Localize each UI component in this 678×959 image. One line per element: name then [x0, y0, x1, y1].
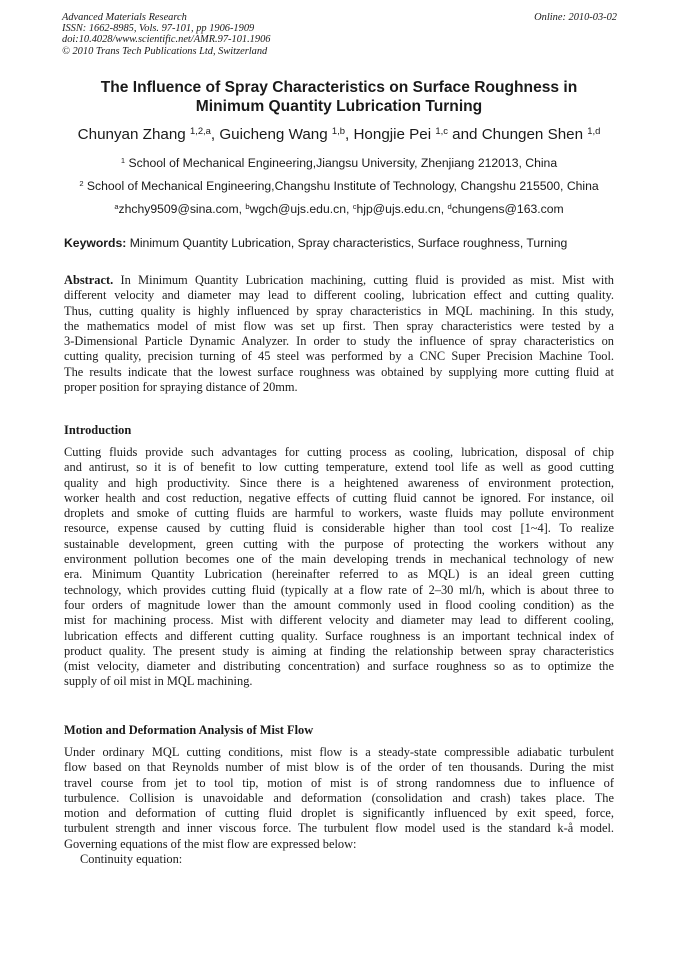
section-heading-motion: Motion and Deformation Analysis of Mist Flow	[64, 723, 314, 737]
introduction-body	[64, 445, 614, 690]
affiliation-mark: 1	[120, 155, 126, 165]
body-line: worker health and cost reduction, negative effects of cutting fluid cannot be ignored. For instance, oil	[64, 490, 614, 505]
body-line: Under ordinary MQL cutting conditions, mist flow is a steady-state compressible adiabatic turbulent	[64, 745, 614, 759]
email-mark: b	[245, 201, 250, 211]
body-line: four orders of magnitude lower than the amount commonly used in flood cooling condition) as the	[64, 597, 614, 612]
keywords-label: Keywords:	[64, 236, 127, 250]
author-separator: and	[447, 126, 482, 143]
section-heading-introduction: Introduction	[64, 423, 132, 437]
email-list	[0, 202, 678, 216]
paper-title	[40, 78, 638, 116]
author-separator: ,	[210, 126, 220, 143]
email-address[interactable]: zhchy9509@sina.com,	[118, 202, 246, 216]
abstract-line: The results indicate that the lowest surface roughness was obtained by supplying more cutting fluid at	[64, 364, 614, 379]
affiliation-text: School of Mechanical Engineering,Jiangsu University, Zhenjiang 212013, China	[125, 156, 558, 170]
author-affiliation-mark: 1,c	[435, 124, 448, 136]
body-line: Governing equations of the mist flow are expressed below:	[64, 836, 357, 851]
body-line: quality and high productivity. Since there is a heightened awareness of environment protection,	[64, 475, 614, 490]
body-line: turbulence. Collision is unavoidable and deformation (consolidation and crash) takes place. The	[64, 790, 614, 805]
body-line: era. Minimum Quantity Lubrication (hereinafter referred to as MQL) is an ideal green cutting	[64, 567, 614, 582]
keywords	[64, 236, 624, 250]
abstract-line: 3-Dimensional Particle Dynamic Analyzer. In order to study the influence of spray characteristics on	[64, 334, 614, 349]
body-line: motion and deformation of cutting fluid droplet is significantly influenced by exit speed, force,	[64, 806, 614, 821]
email-mark: a	[114, 201, 119, 211]
abstract-line: proper position for spraying distance of 20mm.	[64, 380, 298, 395]
body-line: flow based on that Reynolds number of mist blow is of the order of ten thousands. During the mist	[64, 760, 614, 775]
abstract-line: different velocity and diameter may lead to different cooling, lubrication effect and cutting quality.	[64, 288, 614, 303]
journal-copyright: © 2010 Trans Tech Publications Ltd, Switzerland	[62, 45, 268, 57]
affiliation-text: School of Mechanical Engineering,Changshu Institute of Technology, Changshu 215500, China	[83, 179, 599, 193]
abstract-label: Abstract.	[64, 273, 114, 287]
author-name: Chunyan Zhang	[77, 126, 190, 143]
motion-body	[64, 745, 614, 867]
body-line: (mist velocity, diameter and distributing concentration) and surface roughness so as to optimize the	[64, 659, 614, 674]
author-name: Guicheng Wang	[219, 126, 332, 143]
author-separator: ,	[345, 126, 354, 143]
affiliation	[0, 179, 678, 193]
body-line: technology, which provides cutting fluid (typically at a flow rate of 2–30 ml/h, which is about three to	[64, 582, 614, 597]
email-address[interactable]: chungens@163.com	[451, 202, 564, 216]
journal-doi: doi:10.4028/www.scientific.net/AMR.97-101.1906	[62, 34, 271, 46]
abstract	[64, 273, 614, 395]
online-date: Online: 2010-03-02	[534, 12, 617, 23]
abstract-line: cutting quality, precision turning of 45 steel was performed by a CNC Super Precision Machine Tool.	[64, 349, 614, 364]
keywords-text: Minimum Quantity Lubrication, Spray characteristics, Surface roughness, Turning	[126, 236, 568, 250]
author-affiliation-mark: 1,b	[331, 124, 345, 136]
author-affiliation-mark: 1,2,a	[189, 124, 211, 136]
body-line: environment pollution becomes one of the main developing trends in mechanical technology of new	[64, 552, 614, 567]
body-line: supply of oil mist in MQL machining.	[64, 674, 253, 689]
affiliation	[0, 156, 678, 170]
body-line: lubrication effects and different cutting quality. Surface roughness is an important technical index of	[64, 628, 614, 643]
abstract-line: Thus, cutting quality is highly influenced by spray characteristics in MQL machining. In this study,	[64, 303, 614, 318]
body-line: Cutting fluids provide such advantages for cutting process as cooling, lubrication, disposal of chip	[64, 445, 614, 459]
title-line: The Influence of Spray Characteristics on Surface Roughness in	[100, 79, 578, 96]
journal-issn: ISSN: 1662-8985, Vols. 97-101, pp 1906-1909	[62, 23, 255, 35]
email-address[interactable]: wgch@ujs.edu.cn,	[249, 202, 353, 216]
author-name: Hongjie Pei	[353, 126, 436, 143]
journal-header	[62, 12, 617, 57]
author-affiliation-mark: 1,d	[587, 124, 601, 136]
body-line: mist for machining process. Mist with different velocity and diameter may lead to different cooling,	[64, 613, 614, 628]
body-line: and antirust, so it is of benefit to low cutting temperature, extend tool life as well as good cutting	[64, 460, 614, 475]
body-line: turbulent strength and inner viscous force. The turbulent flow model used is the standard k-å model.	[64, 821, 614, 836]
body-line: product quality. The present study is aiming at finding the relationship between spray characteristics	[64, 643, 614, 658]
email-mark: c	[352, 201, 357, 211]
author-list	[0, 126, 678, 143]
title-line: Minimum Quantity Lubrication Turning	[195, 98, 483, 115]
body-line: sustainable development, green cutting with the purpose of protecting the workers without any	[64, 536, 614, 551]
equation-label: Continuity equation:	[80, 852, 183, 867]
body-line: resource, expense caused by cutting fluid is considerable higher than tool cost [1~4]. To realize	[64, 521, 614, 536]
affiliation-mark: 2	[79, 178, 84, 188]
abstract-line: Abstract. In Minimum Quantity Lubrication machining, cutting fluid is provided as mist. Mist with	[64, 273, 614, 287]
author-name: Chungen Shen	[481, 126, 588, 143]
body-line: travel course from jet to tool tip, motion of mist is of strong randomness due to influence of	[64, 775, 614, 790]
email-address[interactable]: hjp@ujs.edu.cn,	[356, 202, 448, 216]
abstract-line: the mathematics model of mist flow was set up first. Then spray characteristics were tested by a	[64, 318, 614, 333]
body-line: droplets and smoke of cutting fluids are harmful to workers, waste fluids may pollute environment	[64, 506, 614, 521]
email-mark: d	[447, 201, 452, 211]
journal-name: Advanced Materials Research	[62, 12, 187, 23]
